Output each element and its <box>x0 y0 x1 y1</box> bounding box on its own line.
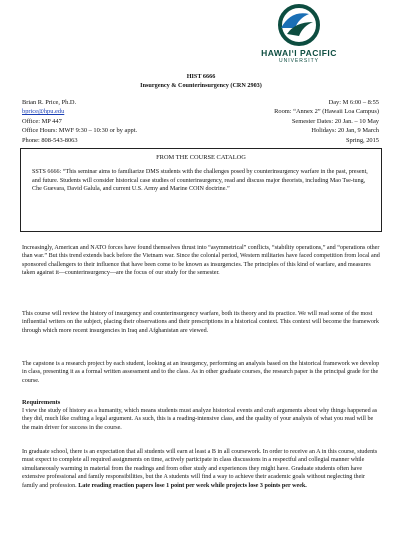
course-review-paragraph: This course will review the history of insurgency and counterinsurgency warfare, both its theory and its practice. We will read some of the most influential writers on the subject, placing their observations and their prescriptions in a historical context. This context will become the framework through which more recent insurgencies in Iraq and Afghanistan are viewed. <box>22 311 379 334</box>
catalog-description-box <box>20 148 382 232</box>
capstone-paragraph: The capstone is a research project by each student, looking at an insurgency, performing an analysis based on the historical framework we develop in class, presenting it as a formal written assessment and to the class. As in other graduate courses, the research paper is the principal grade for the course. <box>22 361 380 384</box>
term: Spring, 2015 <box>345 136 379 144</box>
grading-paragraph <box>22 448 382 490</box>
meeting-room: Room: “Annex 2” (Hawaii Loa Campus) <box>274 108 379 116</box>
university-logo <box>239 4 359 66</box>
wave-logo-icon <box>269 4 329 46</box>
grading-text: In graduate school, there is an expectation that all students will earn at least a B in all coursework. In order to receive an A in this course, students must expect to complete all required assignments on time, actively participate in class discussions in a respectful and collegial manner while simultaneously warming in material from the readings and from other study and experiences they might have. Graduate students often have extensive professional and family responsibilities, but the A students will find a way to achieve their academic goals without neglecting their family and profession. <box>22 449 378 489</box>
instructor-info <box>22 98 137 145</box>
phone-number: Phone: 808-543-8063 <box>22 136 78 144</box>
schedule-info <box>274 98 379 145</box>
instructor-name: Brian R. Price, Ph.D. <box>22 99 77 106</box>
meeting-day: Day: M 6:00 – 8:55 <box>328 99 379 106</box>
late-policy-text: Late reading reaction papers lose 1 point per week while projects lose 3 points per week. <box>78 482 307 489</box>
office-hours: Office Hours: MWF 9:30 – 10:30 or by appt. <box>22 127 138 135</box>
history-study-paragraph: I view the study of history as a humanity, which means students must analyze historical events and craft arguments about why things happened as they did, much like crafting a legal argument. As such, this is a reading-intensive class, and the quality of your analysis of what you read will be the main driver for success in the course. <box>22 408 378 431</box>
requirements-heading: Requirements <box>22 399 61 406</box>
catalog-heading: FROM THE COURSE CATALOG <box>156 154 246 161</box>
logo-subtitle: UNIVERSITY <box>278 58 319 64</box>
catalog-text: SSTS 6666: “This seminar aims to familiarize DMS students with the challenges posed by counterinsurgency warfare in the past, present, and future. Students will consider historical case studies of counterinsurgency, read and discuss major theorists, including Mao Tse-tung, Che Guevara, David Galula, and current U.S. Army and Marine COIN doctrine.” <box>32 169 368 193</box>
instructor-email-link[interactable]: bprice@hpu.edu <box>22 108 65 116</box>
intro-paragraph: Increasingly, American and NATO forces have found themselves thrust into “asymmetrical” conflicts, “stability operations,” and “operations other than war.” But this trend extends back before the Vietnam war. Since the colonial period, Western militaries have faced competition from local and sponsored challengers to their influence that have been come to be known as insurgencies. The principles of this kind of warfare, and measures taken against it—counterinsurgency—are the focus of our study for the semester. <box>22 245 380 277</box>
office-location: Office: MP 447 <box>22 117 62 125</box>
holidays: Holidays: 20 Jan, 9 March <box>311 127 379 135</box>
semester-dates: Semester Dates: 20 Jan. – 10 May <box>291 117 379 125</box>
course-code: HIST 6666 <box>186 73 216 80</box>
course-title: Insurgency & Counterinsurgency (CRN 2903) <box>140 82 262 89</box>
logo-wordmark: HAWAI‘I PACIFIC <box>261 48 337 58</box>
